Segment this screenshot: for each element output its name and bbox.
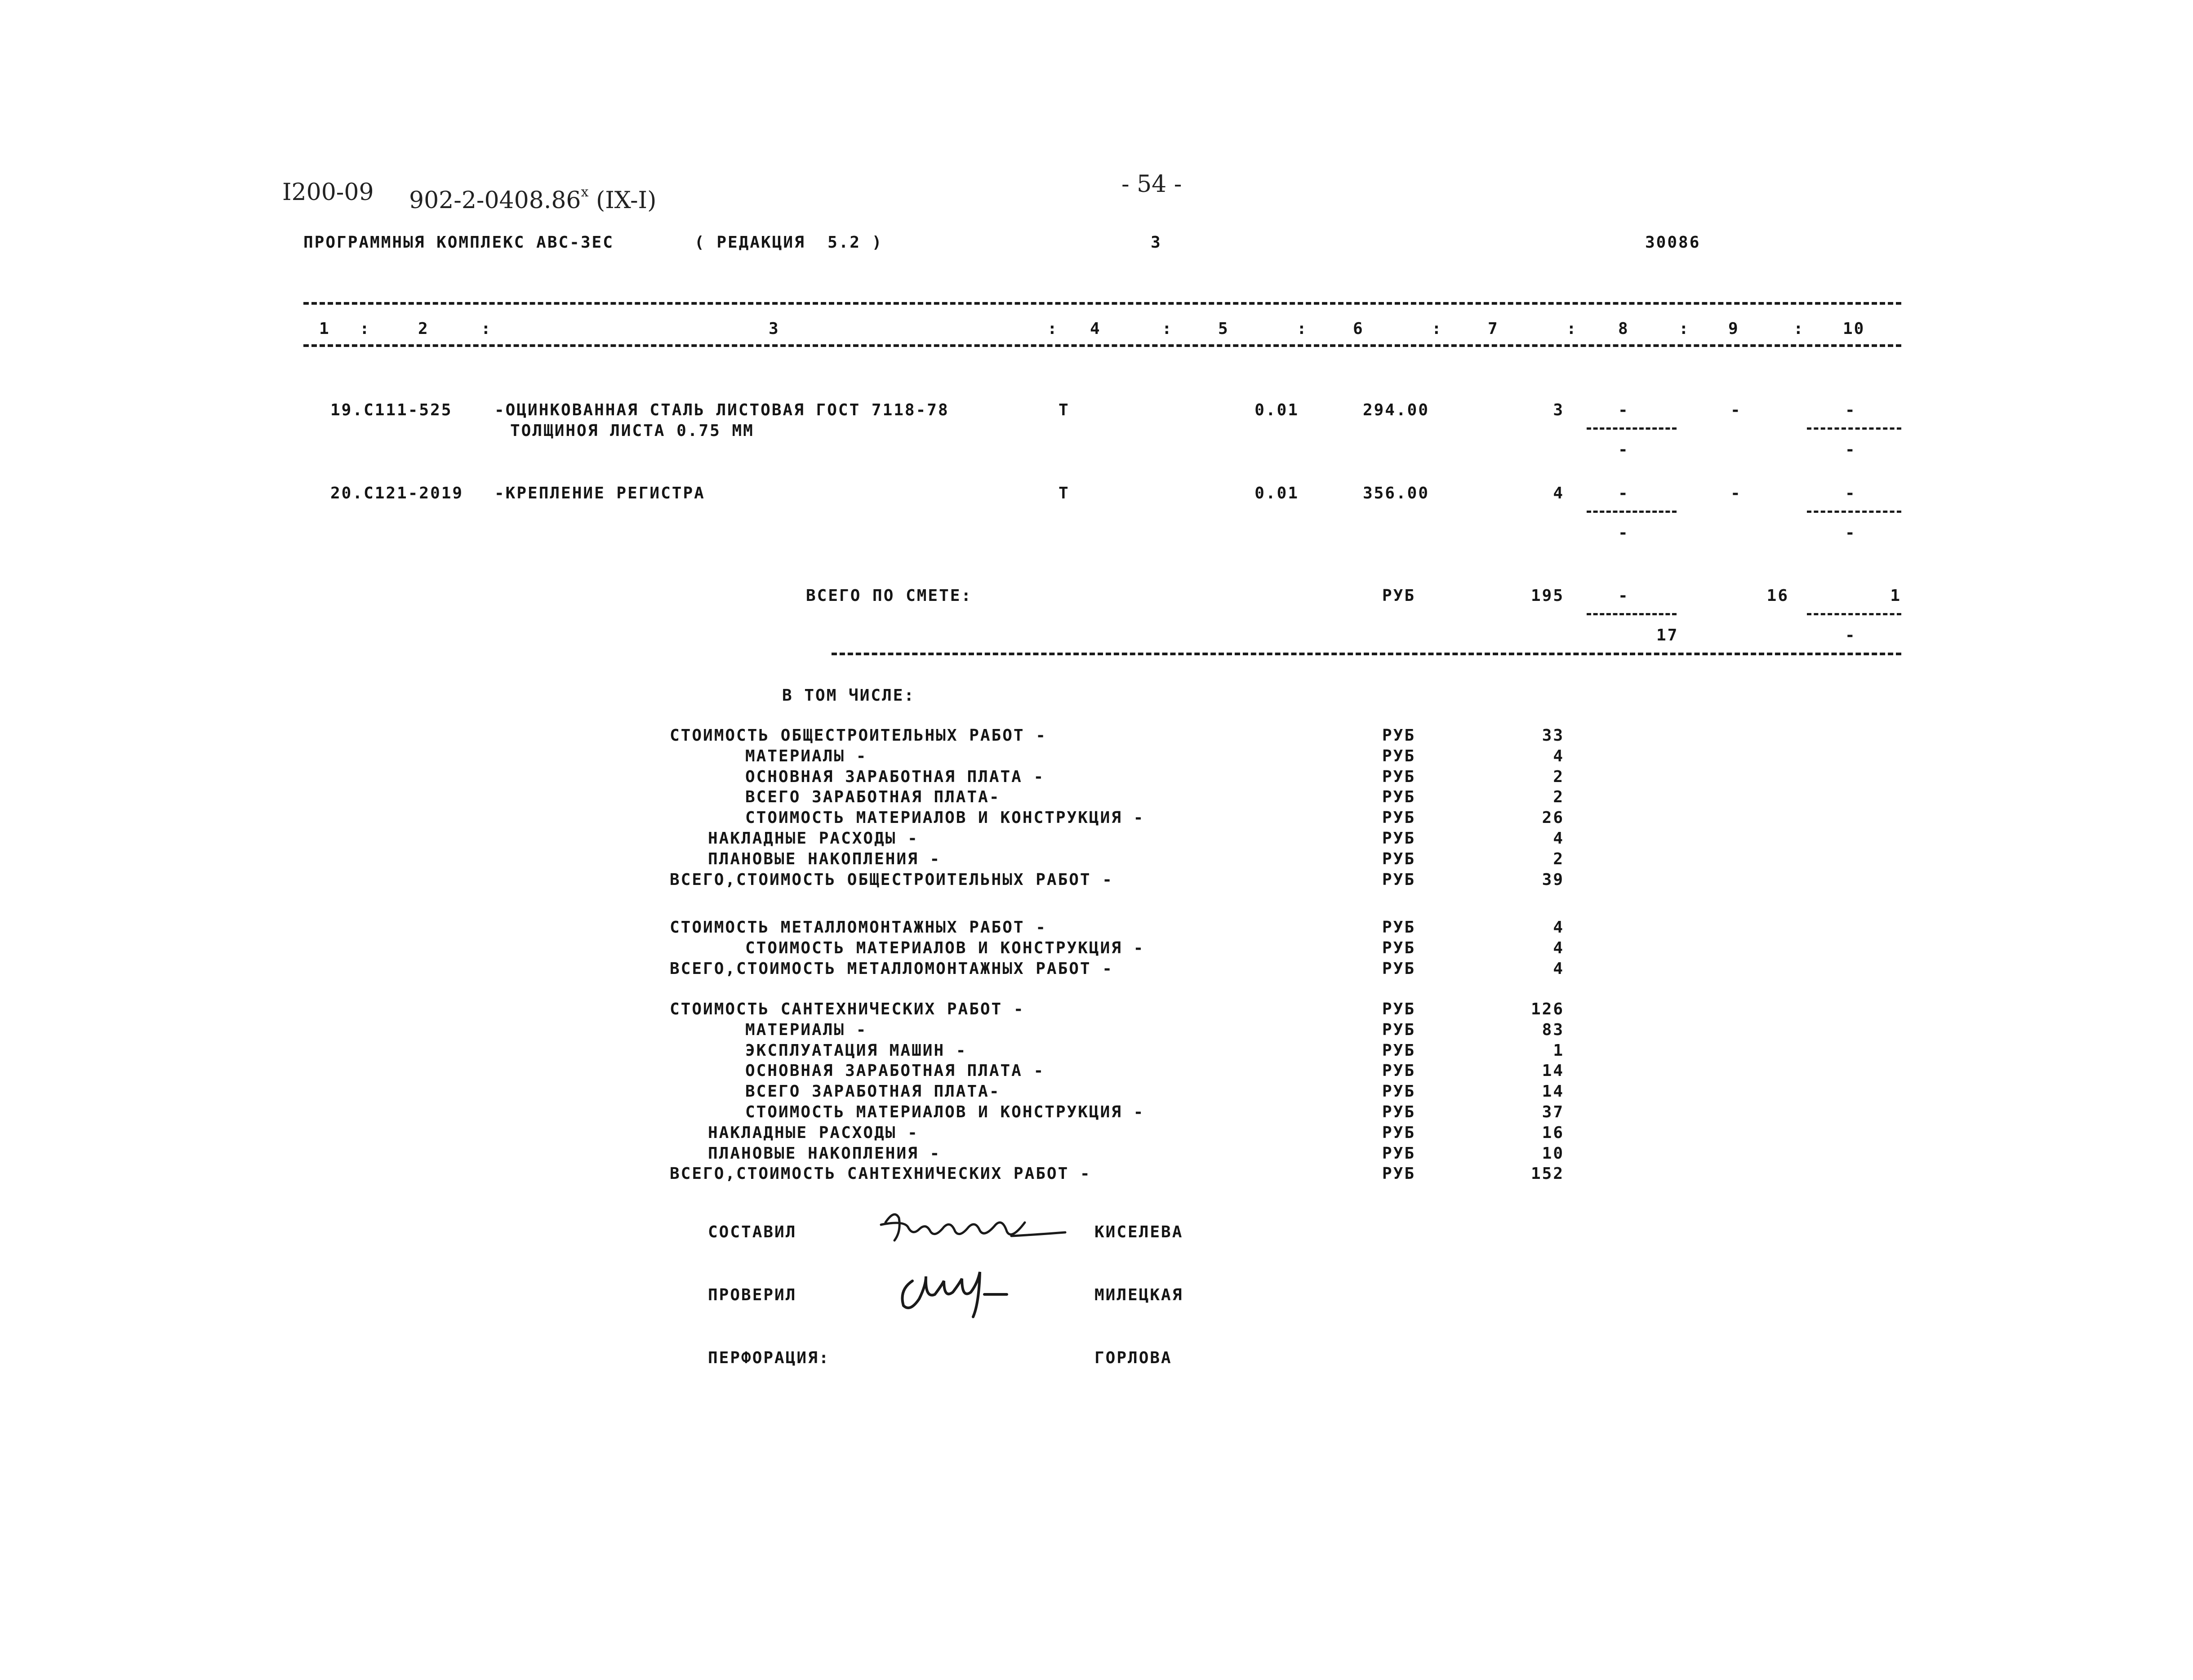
breakdown-unit: РУБ bbox=[1382, 747, 1416, 765]
row-col8-below: - bbox=[1618, 440, 1629, 459]
column-header-3: 3 bbox=[769, 320, 780, 338]
column-separator: : bbox=[360, 320, 371, 338]
column-header-10: 10 bbox=[1843, 320, 1865, 338]
breakdown-label: ВСЕГО ЗАРАБОТНАЯ ПЛАТА- bbox=[745, 1082, 1001, 1101]
row-col7: 3 bbox=[1553, 401, 1564, 419]
row-name: -КРЕПЛЕНИЕ РЕГИСТРА bbox=[494, 484, 705, 502]
row-col10: - bbox=[1845, 401, 1856, 419]
row-col8: - bbox=[1618, 401, 1629, 419]
total-unit: РУБ bbox=[1382, 587, 1416, 605]
breakdown-label: МАТЕРИАЛЫ - bbox=[745, 747, 867, 765]
breakdown-value: 4 bbox=[1553, 829, 1564, 848]
breakdown-label: ВСЕГО ЗАРАБОТНАЯ ПЛАТА- bbox=[745, 788, 1001, 806]
breakdown-label: ПЛАНОВЫЕ НАКОПЛЕНИЯ - bbox=[708, 850, 941, 868]
doc-code: I200-09 bbox=[282, 179, 374, 206]
column-separator: : bbox=[1566, 320, 1578, 338]
program-name: ПРОГРАММНЫЯ КОМПЛЕКС АВС-ЗЕС bbox=[303, 233, 614, 252]
breakdown-label: ВСЕГО,СТОИМОСТЬ МЕТАЛЛОМОНТАЖНЫХ РАБОТ - bbox=[670, 960, 1113, 978]
total-rule bbox=[832, 653, 1901, 655]
series-mark: x bbox=[581, 184, 589, 200]
row-code: 19.С111-525 bbox=[330, 401, 453, 419]
row-col8: - bbox=[1618, 484, 1629, 502]
row-col8-rule bbox=[1587, 427, 1677, 430]
row-col10-below: - bbox=[1845, 440, 1856, 459]
breakdown-unit: РУБ bbox=[1382, 871, 1416, 889]
compiler-signature-image bbox=[876, 1204, 1074, 1254]
breakdown-label: НАКЛАДНЫЕ РАСХОДЫ - bbox=[708, 829, 919, 848]
document-number: 30086 bbox=[1645, 233, 1701, 252]
column-separator: : bbox=[1047, 320, 1059, 338]
sheet-number: 3 bbox=[1151, 233, 1162, 252]
series-number: 902-2-0408.86 bbox=[409, 187, 581, 214]
breakdown-value: 4 bbox=[1553, 747, 1564, 765]
perforation-label: ПЕРФОРАЦИЯ: bbox=[708, 1349, 830, 1367]
breakdown-label: ОСНОВНАЯ ЗАРАБОТНАЯ ПЛАТА - bbox=[745, 768, 1045, 786]
column-header-9: 9 bbox=[1728, 320, 1739, 338]
checked-label: ПРОВЕРИЛ bbox=[708, 1286, 797, 1304]
total-label: ВСЕГО ПО СМЕТЕ: bbox=[806, 587, 973, 605]
breakdown-unit: РУБ bbox=[1382, 809, 1416, 827]
series-suffix: (IX-I) bbox=[596, 187, 657, 214]
breakdown-value: 39 bbox=[1542, 871, 1564, 889]
breakdown-value: 4 bbox=[1553, 939, 1564, 957]
row-price: 294.00 bbox=[1362, 401, 1429, 419]
breakdown-unit: РУБ bbox=[1382, 960, 1416, 978]
column-header-5: 5 bbox=[1218, 320, 1229, 338]
including-label: В ТОМ ЧИСЛЕ: bbox=[782, 686, 916, 705]
breakdown-unit: РУБ bbox=[1382, 726, 1416, 745]
breakdown-label: СТОИМОСТЬ МАТЕРИАЛОВ И КОНСТРУКЦИЯ - bbox=[745, 939, 1145, 957]
column-separator: : bbox=[481, 320, 492, 338]
breakdown-unit: РУБ bbox=[1382, 939, 1416, 957]
row-name-continued: ТОЛЩИНОЯ ЛИСТА 0.75 ММ bbox=[510, 422, 754, 440]
column-separator: : bbox=[1432, 320, 1443, 338]
breakdown-label: СТОИМОСТЬ ОБЩЕСТРОИТЕЛЬНЫХ РАБОТ - bbox=[670, 726, 1047, 745]
breakdown-value: 83 bbox=[1542, 1021, 1564, 1039]
breakdown-value: 16 bbox=[1542, 1124, 1564, 1142]
row-quantity: 0.01 bbox=[1254, 484, 1299, 502]
series-code bbox=[409, 179, 656, 214]
breakdown-value: 1 bbox=[1553, 1041, 1564, 1060]
row-code: 20.С121-2019 bbox=[330, 484, 464, 502]
total-col10: 1 bbox=[1890, 587, 1901, 605]
column-separator: : bbox=[1793, 320, 1805, 338]
breakdown-value: 152 bbox=[1530, 1164, 1564, 1183]
row-unit: Т bbox=[1059, 401, 1070, 419]
breakdown-value: 37 bbox=[1542, 1103, 1564, 1121]
column-header-4: 4 bbox=[1090, 320, 1101, 338]
total-col8: - bbox=[1618, 587, 1629, 605]
perforation-name: ГОРЛОВА bbox=[1094, 1349, 1172, 1367]
breakdown-label: ВСЕГО,СТОИМОСТЬ ОБЩЕСТРОИТЕЛЬНЫХ РАБОТ - bbox=[670, 871, 1113, 889]
row-col9: - bbox=[1730, 484, 1742, 502]
table-header-rule bbox=[303, 344, 1901, 347]
breakdown-label: ЭКСПЛУАТАЦИЯ МАШИН - bbox=[745, 1041, 967, 1060]
breakdown-label: ПЛАНОВЫЕ НАКОПЛЕНИЯ - bbox=[708, 1144, 941, 1163]
total-col7: 195 bbox=[1530, 587, 1564, 605]
row-quantity: 0.01 bbox=[1254, 401, 1299, 419]
row-name: -ОЦИНКОВАННАЯ СТАЛЬ ЛИСТОВАЯ ГОСТ 7118-78 bbox=[494, 401, 949, 419]
breakdown-unit: РУБ bbox=[1382, 1062, 1416, 1080]
breakdown-unit: РУБ bbox=[1382, 1124, 1416, 1142]
breakdown-value: 2 bbox=[1553, 788, 1564, 806]
breakdown-unit: РУБ bbox=[1382, 768, 1416, 786]
breakdown-unit: РУБ bbox=[1382, 1041, 1416, 1060]
breakdown-unit: РУБ bbox=[1382, 1164, 1416, 1183]
column-separator: : bbox=[1679, 320, 1690, 338]
breakdown-value: 14 bbox=[1542, 1062, 1564, 1080]
breakdown-unit: РУБ bbox=[1382, 918, 1416, 937]
column-header-7: 7 bbox=[1488, 320, 1499, 338]
checked-name: МИЛЕЦКАЯ bbox=[1094, 1286, 1183, 1304]
compiled-name: КИСЕЛЕВА bbox=[1094, 1223, 1183, 1241]
breakdown-value: 10 bbox=[1542, 1144, 1564, 1163]
breakdown-unit: РУБ bbox=[1382, 1144, 1416, 1163]
row-col8-below: - bbox=[1618, 524, 1629, 542]
total-col10-below: - bbox=[1845, 626, 1856, 644]
breakdown-unit: РУБ bbox=[1382, 1082, 1416, 1101]
total-col8-rule bbox=[1587, 613, 1677, 615]
row-col10: - bbox=[1845, 484, 1856, 502]
breakdown-unit: РУБ bbox=[1382, 1103, 1416, 1121]
breakdown-label: СТОИМОСТЬ МАТЕРИАЛОВ И КОНСТРУКЦИЯ - bbox=[745, 809, 1145, 827]
row-col10-rule bbox=[1807, 511, 1901, 513]
row-unit: Т bbox=[1059, 484, 1070, 502]
table-top-rule bbox=[303, 302, 1901, 305]
breakdown-value: 33 bbox=[1542, 726, 1564, 745]
total-col9: 16 bbox=[1766, 587, 1789, 605]
column-separator: : bbox=[1297, 320, 1308, 338]
compiled-label: СОСТАВИЛ bbox=[708, 1223, 797, 1241]
breakdown-value: 14 bbox=[1542, 1082, 1564, 1101]
row-col10-below: - bbox=[1845, 524, 1856, 542]
row-price: 356.00 bbox=[1362, 484, 1429, 502]
checker-signature-image bbox=[894, 1263, 1020, 1321]
breakdown-value: 4 bbox=[1553, 960, 1564, 978]
breakdown-unit: РУБ bbox=[1382, 788, 1416, 806]
breakdown-unit: РУБ bbox=[1382, 1021, 1416, 1039]
breakdown-label: НАКЛАДНЫЕ РАСХОДЫ - bbox=[708, 1124, 919, 1142]
total-col8-below: 17 bbox=[1656, 626, 1679, 644]
row-col10-rule bbox=[1807, 427, 1901, 430]
breakdown-label: СТОИМОСТЬ МАТЕРИАЛОВ И КОНСТРУКЦИЯ - bbox=[745, 1103, 1145, 1121]
column-header-1: 1 bbox=[319, 320, 330, 338]
column-header-6: 6 bbox=[1353, 320, 1364, 338]
column-header-8: 8 bbox=[1618, 320, 1629, 338]
breakdown-label: СТОИМОСТЬ МЕТАЛЛОМОНТАЖНЫХ РАБОТ - bbox=[670, 918, 1047, 937]
breakdown-value: 2 bbox=[1553, 768, 1564, 786]
breakdown-label: ВСЕГО,СТОИМОСТЬ САНТЕХНИЧЕСКИХ РАБОТ - bbox=[670, 1164, 1091, 1183]
breakdown-label: ОСНОВНАЯ ЗАРАБОТНАЯ ПЛАТА - bbox=[745, 1062, 1045, 1080]
page-number: - 54 - bbox=[1121, 171, 1182, 198]
total-col10-rule bbox=[1807, 613, 1901, 615]
breakdown-label: МАТЕРИАЛЫ - bbox=[745, 1021, 867, 1039]
breakdown-value: 2 bbox=[1553, 850, 1564, 868]
row-col8-rule bbox=[1587, 511, 1677, 513]
breakdown-value: 26 bbox=[1542, 809, 1564, 827]
breakdown-unit: РУБ bbox=[1382, 1000, 1416, 1018]
breakdown-unit: РУБ bbox=[1382, 829, 1416, 848]
row-col7: 4 bbox=[1553, 484, 1564, 502]
breakdown-label: СТОИМОСТЬ САНТЕХНИЧЕСКИХ РАБОТ - bbox=[670, 1000, 1025, 1018]
breakdown-value: 126 bbox=[1530, 1000, 1564, 1018]
column-separator: : bbox=[1162, 320, 1173, 338]
program-edition: ( РЕДАКЦИЯ 5.2 ) bbox=[694, 233, 883, 252]
breakdown-unit: РУБ bbox=[1382, 850, 1416, 868]
breakdown-value: 4 bbox=[1553, 918, 1564, 937]
row-col9: - bbox=[1730, 401, 1742, 419]
column-header-2: 2 bbox=[418, 320, 429, 338]
